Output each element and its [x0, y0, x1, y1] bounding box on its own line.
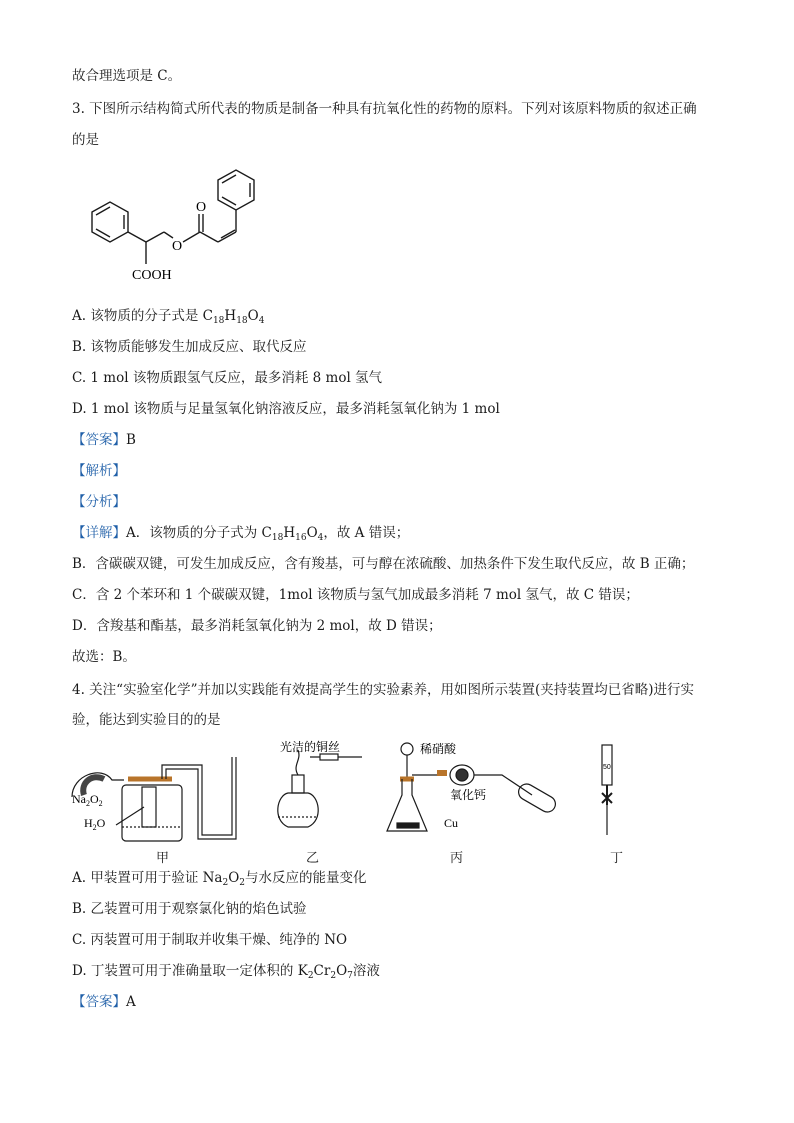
carbonyl-oxygen-label: O — [196, 200, 207, 215]
q4-option-c: C. 丙装置可用于制取并收集干燥、纯净的 NO — [72, 932, 348, 948]
caption-bing: 丙 — [450, 851, 464, 866]
q3-option-b: B. 该物质能够发生加成反应、取代反应 — [72, 339, 307, 355]
q4-stem-line2: 验，能达到实验目的的是 — [72, 712, 221, 728]
left-benzene-ring — [92, 202, 128, 242]
q4-option-a: A. 甲装置可用于验证 $Na_2O_2$与水反应的能量变化 — [72, 870, 367, 888]
dilute-acid-label: 稀硝酸 — [420, 742, 457, 756]
ester-oxygen-label: O — [172, 239, 183, 254]
q4-option-b: B. 乙装置可用于观察氯化钠的焰色试验 — [72, 901, 307, 917]
acid-group-label: COOH — [132, 268, 172, 283]
q3-stem-line2: 的是 — [72, 132, 99, 148]
q3-detail-d: D．含羧基和酯基，最多消耗氢氧化钠为 2 mol，故 D 错误； — [72, 618, 442, 634]
q3-detail-b: B．含碳碳双键，可发生加成反应，含有羧基，可与醇在浓硫酸、加热条件下发生取代反应，故 B 正确； — [72, 556, 695, 572]
q4-apparatus-figure — [62, 735, 642, 865]
cu-label: Cu — [444, 816, 459, 830]
yi-alcohol-lamp — [278, 793, 318, 827]
copper-wire-label: 光洁的铜丝 — [280, 740, 341, 754]
q3-conclusion: 故选：B。 — [72, 649, 136, 665]
cao-label: 氧化钙 — [450, 788, 487, 802]
na2o2-label: $Na_2O_2$ — [72, 792, 103, 808]
h2o-label: $H_2O$ — [84, 816, 106, 832]
q3-analysis-tag: 【解析】 — [72, 463, 126, 479]
q3-stem-line1: 3. 下图所示结构简式所代表的物质是制备一种具有抗氧化性的药物的原料。下列对该原料物质的叙述正确 — [72, 101, 697, 117]
jia-bottle — [122, 785, 182, 841]
bing-test-tube — [516, 781, 559, 815]
q3-detail-a: 【详解】A．该物质的分子式为 $C_{18}H_{16}O_4$，故 A 错误； — [72, 525, 410, 543]
q4-option-d: D. 丁装置可用于准确量取一定体积的 $K_2Cr_2O_7$溶液 — [72, 963, 380, 981]
q2-conclusion: 故合理选项是 C。 — [72, 68, 182, 84]
q3-option-a: A. 该物质的分子式是 $C_{18}H_{18}O_4$ — [72, 308, 265, 326]
right-benzene-ring — [218, 170, 254, 210]
caption-jia: 甲 — [156, 851, 170, 866]
q3-structure-figure — [62, 160, 302, 290]
q4-stem-line1: 4. 关注“实验室化学”并加以实践能有效提高学生的实验素养，用如图所示装置(夹持装置均已省略)进行实 — [72, 682, 695, 698]
caption-ding: 丁 — [610, 851, 624, 866]
caption-yi: 乙 — [306, 851, 320, 866]
q3-answer: 【答案】B — [72, 432, 136, 448]
q3-option-d: D. 1 mol 该物质与足量氢氧化钠溶液反应，最多消耗氢氧化钠为 1 mol — [72, 401, 500, 417]
q3-option-c: C. 1 mol 该物质跟氢气反应，最多消耗 8 mol 氢气 — [72, 370, 383, 386]
q3-detail-c: C．含 2 个苯环和 1 个碳碳双键，1mol 该物质与氢气加成最多消耗 7 mol 氢气，故 C 错误； — [72, 587, 639, 603]
q3-fenxi-tag: 【分析】 — [72, 494, 126, 510]
burette-mark-label: 50 — [603, 764, 611, 771]
q4-answer: 【答案】A — [72, 994, 136, 1010]
